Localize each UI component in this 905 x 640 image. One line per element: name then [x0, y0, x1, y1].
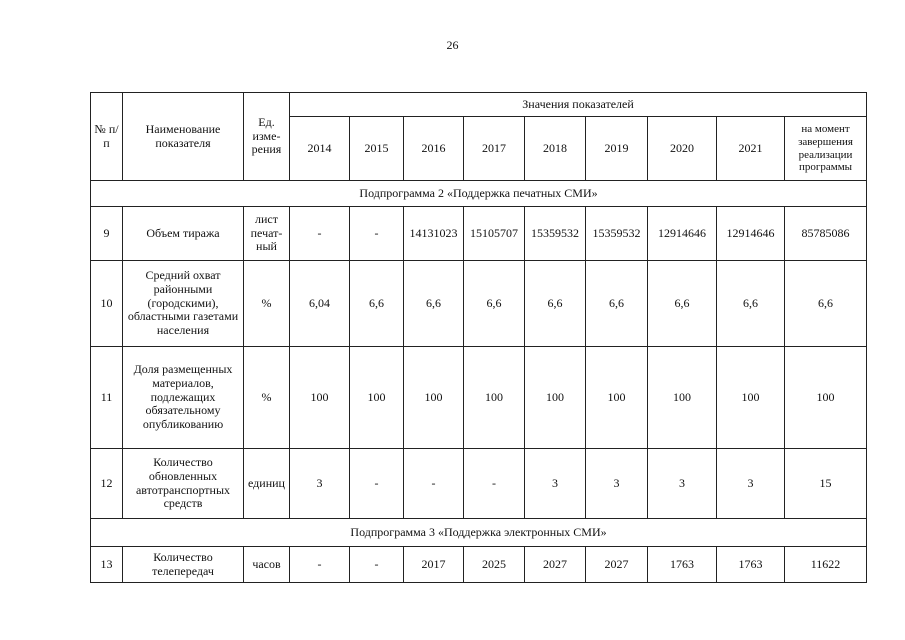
- header-year: 2017: [464, 117, 525, 181]
- row-num: 13: [91, 547, 123, 583]
- section-title-sub3: Подпрограмма 3 «Поддержка электронных СМИ»: [91, 519, 867, 547]
- cell-value: 15105707: [464, 207, 525, 261]
- cell-value: 2025: [464, 547, 525, 583]
- row-name: Средний охват районными (городскими), областными газетами населения: [123, 261, 244, 347]
- row-num: 11: [91, 347, 123, 449]
- section-row: [91, 519, 867, 547]
- page-number: 26: [446, 38, 459, 52]
- row-num: 10: [91, 261, 123, 347]
- indicators-table: [90, 92, 867, 583]
- cell-value: -: [350, 547, 404, 583]
- cell-value: 14131023: [404, 207, 464, 261]
- header-year: 2018: [525, 117, 586, 181]
- cell-value: 15359532: [586, 207, 648, 261]
- cell-value-final: 100: [785, 347, 867, 449]
- cell-value: 6,6: [717, 261, 785, 347]
- header-year: 2019: [586, 117, 648, 181]
- header-name: Наименование показателя: [123, 93, 244, 181]
- table-row: [91, 347, 867, 449]
- cell-value: 6,6: [464, 261, 525, 347]
- cell-value: 100: [464, 347, 525, 449]
- cell-value: 12914646: [717, 207, 785, 261]
- cell-value: 100: [586, 347, 648, 449]
- cell-value-final: 15: [785, 449, 867, 519]
- cell-value: 100: [350, 347, 404, 449]
- row-unit: %: [244, 347, 290, 449]
- cell-value: -: [350, 449, 404, 519]
- cell-value: 6,6: [525, 261, 586, 347]
- cell-value: 100: [290, 347, 350, 449]
- cell-value: 3: [648, 449, 717, 519]
- cell-value: -: [290, 547, 350, 583]
- cell-value: 6,6: [350, 261, 404, 347]
- row-name: Количество обновленных автотранспортных средств: [123, 449, 244, 519]
- cell-value: -: [350, 207, 404, 261]
- header-final: на момент завершения реализации программы: [785, 117, 867, 181]
- cell-value-final: 6,6: [785, 261, 867, 347]
- cell-value: 3: [717, 449, 785, 519]
- header-year: 2016: [404, 117, 464, 181]
- cell-value-final: 85785086: [785, 207, 867, 261]
- cell-value: 12914646: [648, 207, 717, 261]
- section-row: [91, 181, 867, 207]
- header-values-title: Значения показателей: [290, 93, 867, 117]
- header-year: 2014: [290, 117, 350, 181]
- header-unit: Ед. изме-рения: [244, 93, 290, 181]
- row-name: Доля размещенных материалов, подлежащих обязательному опубликованию: [123, 347, 244, 449]
- header-row-1: [91, 93, 867, 117]
- row-num: 12: [91, 449, 123, 519]
- row-name: Количество телепередач: [123, 547, 244, 583]
- cell-value: 3: [525, 449, 586, 519]
- cell-value: 100: [404, 347, 464, 449]
- cell-value: 2017: [404, 547, 464, 583]
- cell-value: 6,04: [290, 261, 350, 347]
- table-row: [91, 207, 867, 261]
- cell-value-final: 11622: [785, 547, 867, 583]
- cell-value: 2027: [525, 547, 586, 583]
- cell-value: -: [404, 449, 464, 519]
- header-year: 2015: [350, 117, 404, 181]
- cell-value: 100: [717, 347, 785, 449]
- header-year: 2020: [648, 117, 717, 181]
- table-row: [91, 547, 867, 583]
- row-unit: лист печат-ный: [244, 207, 290, 261]
- header-year: 2021: [717, 117, 785, 181]
- cell-value: 2027: [586, 547, 648, 583]
- row-name: Объем тиража: [123, 207, 244, 261]
- cell-value: 100: [525, 347, 586, 449]
- cell-value: 15359532: [525, 207, 586, 261]
- cell-value: 6,6: [404, 261, 464, 347]
- table-row: [91, 449, 867, 519]
- cell-value: 100: [648, 347, 717, 449]
- cell-value: 6,6: [586, 261, 648, 347]
- row-unit: %: [244, 261, 290, 347]
- section-title-sub2: Подпрограмма 2 «Поддержка печатных СМИ»: [91, 181, 867, 207]
- cell-value: 3: [586, 449, 648, 519]
- row-num: 9: [91, 207, 123, 261]
- table-row: [91, 261, 867, 347]
- cell-value: -: [290, 207, 350, 261]
- header-num: № п/п: [91, 93, 123, 181]
- cell-value: 1763: [648, 547, 717, 583]
- cell-value: 1763: [717, 547, 785, 583]
- cell-value: 3: [290, 449, 350, 519]
- cell-value: -: [464, 449, 525, 519]
- row-unit: часов: [244, 547, 290, 583]
- row-unit: единиц: [244, 449, 290, 519]
- cell-value: 6,6: [648, 261, 717, 347]
